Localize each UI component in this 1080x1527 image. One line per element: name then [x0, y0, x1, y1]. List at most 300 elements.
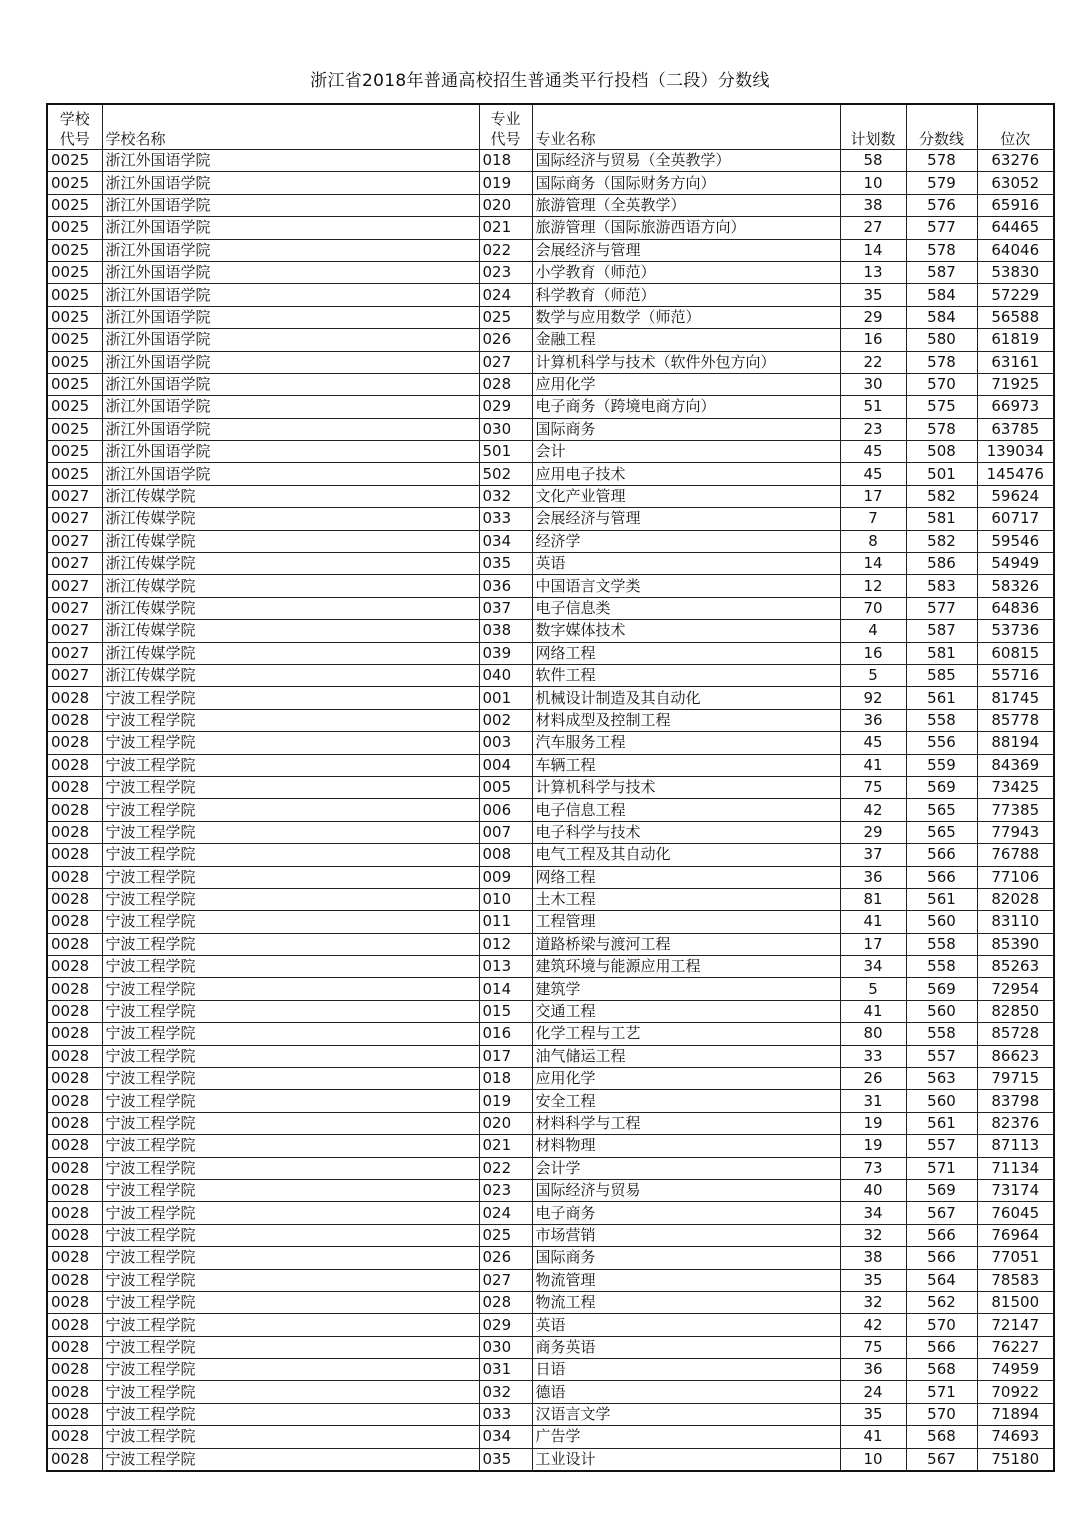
cell-rank: 82850 [977, 1000, 1054, 1022]
cell-major-code: 009 [479, 866, 532, 888]
cell-plan: 35 [840, 1269, 906, 1291]
cell-school-name: 宁波工程学院 [102, 1448, 479, 1471]
table-row [47, 799, 1054, 821]
cell-school-name: 浙江外国语学院 [102, 284, 479, 306]
cell-plan: 32 [840, 1291, 906, 1313]
cell-score: 566 [906, 1224, 977, 1246]
cell-major-code: 026 [479, 1247, 532, 1269]
cell-school-name: 宁波工程学院 [102, 1068, 479, 1090]
table-row [47, 396, 1054, 418]
table-row [47, 217, 1054, 239]
table-row [47, 1135, 1054, 1157]
cell-score: 566 [906, 1336, 977, 1358]
cell-major-name: 金融工程 [532, 329, 840, 351]
cell-major-code: 024 [479, 1202, 532, 1224]
cell-school-code: 0025 [47, 329, 102, 351]
cell-major-name: 材料物理 [532, 1135, 840, 1157]
table-row [47, 1426, 1054, 1448]
cell-plan: 7 [840, 508, 906, 530]
cell-plan: 29 [840, 306, 906, 328]
cell-plan: 24 [840, 1381, 906, 1403]
table-row [47, 463, 1054, 485]
cell-rank: 77106 [977, 866, 1054, 888]
table-row [47, 1448, 1054, 1471]
table-row [47, 441, 1054, 463]
cell-school-name: 宁波工程学院 [102, 1426, 479, 1448]
cell-rank: 78583 [977, 1269, 1054, 1291]
table-row [47, 642, 1054, 664]
cell-major-name: 电子科学与技术 [532, 821, 840, 843]
cell-school-code: 0028 [47, 687, 102, 709]
cell-rank: 76045 [977, 1202, 1054, 1224]
cell-school-code: 0027 [47, 508, 102, 530]
cell-score: 586 [906, 553, 977, 575]
cell-rank: 72147 [977, 1314, 1054, 1336]
cell-plan: 36 [840, 866, 906, 888]
cell-school-code: 0027 [47, 642, 102, 664]
cell-school-name: 浙江外国语学院 [102, 396, 479, 418]
cell-rank: 82028 [977, 888, 1054, 910]
cell-rank: 71925 [977, 373, 1054, 395]
header-plan: 计划数 [840, 104, 906, 150]
header-rank: 位次 [977, 104, 1054, 150]
table-row [47, 1403, 1054, 1425]
cell-major-name: 网络工程 [532, 642, 840, 664]
cell-school-name: 浙江外国语学院 [102, 217, 479, 239]
cell-school-code: 0028 [47, 732, 102, 754]
cell-major-name: 应用电子技术 [532, 463, 840, 485]
cell-school-name: 宁波工程学院 [102, 1403, 479, 1425]
cell-plan: 73 [840, 1157, 906, 1179]
cell-major-name: 化学工程与工艺 [532, 1023, 840, 1045]
table-row [47, 508, 1054, 530]
cell-school-code: 0025 [47, 261, 102, 283]
cell-major-name: 文化产业管理 [532, 485, 840, 507]
cell-rank: 87113 [977, 1135, 1054, 1157]
cell-school-name: 浙江外国语学院 [102, 306, 479, 328]
table-row [47, 1023, 1054, 1045]
cell-rank: 85728 [977, 1023, 1054, 1045]
cell-major-name: 物流工程 [532, 1291, 840, 1313]
cell-major-code: 501 [479, 441, 532, 463]
cell-plan: 41 [840, 911, 906, 933]
cell-school-name: 浙江传媒学院 [102, 597, 479, 619]
cell-school-name: 宁波工程学院 [102, 821, 479, 843]
cell-school-code: 0027 [47, 664, 102, 686]
cell-school-name: 宁波工程学院 [102, 732, 479, 754]
cell-score: 579 [906, 172, 977, 194]
table-row [47, 888, 1054, 910]
cell-school-name: 宁波工程学院 [102, 1314, 479, 1336]
cell-score: 560 [906, 1000, 977, 1022]
cell-school-code: 0028 [47, 1426, 102, 1448]
cell-school-name: 宁波工程学院 [102, 1224, 479, 1246]
cell-score: 569 [906, 978, 977, 1000]
cell-school-code: 0028 [47, 1291, 102, 1313]
table-row [47, 933, 1054, 955]
cell-major-name: 车辆工程 [532, 754, 840, 776]
table-row [47, 1068, 1054, 1090]
cell-score: 560 [906, 1090, 977, 1112]
cell-major-code: 021 [479, 217, 532, 239]
table-row [47, 1269, 1054, 1291]
cell-major-code: 024 [479, 284, 532, 306]
table-row [47, 575, 1054, 597]
cell-rank: 63052 [977, 172, 1054, 194]
cell-major-name: 应用化学 [532, 373, 840, 395]
cell-rank: 63785 [977, 418, 1054, 440]
table-row [47, 530, 1054, 552]
cell-score: 567 [906, 1202, 977, 1224]
cell-rank: 59546 [977, 530, 1054, 552]
cell-major-name: 旅游管理（国际旅游西语方向） [532, 217, 840, 239]
cell-school-name: 浙江外国语学院 [102, 441, 479, 463]
cell-rank: 85390 [977, 933, 1054, 955]
cell-rank: 63276 [977, 150, 1054, 172]
cell-major-name: 机械设计制造及其自动化 [532, 687, 840, 709]
cell-major-name: 安全工程 [532, 1090, 840, 1112]
cell-school-name: 宁波工程学院 [102, 844, 479, 866]
cell-major-code: 019 [479, 172, 532, 194]
cell-school-name: 宁波工程学院 [102, 933, 479, 955]
cell-score: 557 [906, 1045, 977, 1067]
cell-plan: 16 [840, 642, 906, 664]
table-row [47, 821, 1054, 843]
cell-major-code: 015 [479, 1000, 532, 1022]
cell-score: 561 [906, 1112, 977, 1134]
cell-major-code: 040 [479, 664, 532, 686]
cell-major-name: 建筑学 [532, 978, 840, 1000]
cell-major-code: 005 [479, 776, 532, 798]
cell-school-code: 0028 [47, 776, 102, 798]
cell-major-name: 材料科学与工程 [532, 1112, 840, 1134]
cell-school-name: 浙江外国语学院 [102, 418, 479, 440]
cell-score: 565 [906, 821, 977, 843]
header-major-code-line1: 专业 [490, 110, 521, 128]
cell-plan: 10 [840, 172, 906, 194]
cell-school-code: 0028 [47, 821, 102, 843]
cell-plan: 35 [840, 284, 906, 306]
cell-major-code: 023 [479, 1179, 532, 1201]
cell-major-code: 025 [479, 306, 532, 328]
cell-school-code: 0028 [47, 1179, 102, 1201]
cell-rank: 81500 [977, 1291, 1054, 1313]
cell-school-name: 宁波工程学院 [102, 687, 479, 709]
cell-school-code: 0025 [47, 306, 102, 328]
cell-major-code: 020 [479, 1112, 532, 1134]
cell-school-name: 宁波工程学院 [102, 911, 479, 933]
cell-rank: 72954 [977, 978, 1054, 1000]
cell-rank: 59624 [977, 485, 1054, 507]
cell-rank: 63161 [977, 351, 1054, 373]
header-row [47, 104, 1054, 150]
cell-major-code: 034 [479, 1426, 532, 1448]
cell-plan: 36 [840, 1359, 906, 1381]
cell-major-code: 013 [479, 956, 532, 978]
cell-major-name: 国际经济与贸易（全英教学） [532, 150, 840, 172]
cell-major-name: 电子商务（跨境电商方向） [532, 396, 840, 418]
cell-plan: 5 [840, 664, 906, 686]
cell-major-name: 工业设计 [532, 1448, 840, 1471]
cell-school-code: 0028 [47, 1336, 102, 1358]
header-major-code [479, 104, 532, 150]
cell-rank: 139034 [977, 441, 1054, 463]
cell-rank: 79715 [977, 1068, 1054, 1090]
cell-school-code: 0025 [47, 284, 102, 306]
cell-score: 580 [906, 329, 977, 351]
cell-major-name: 油气储运工程 [532, 1045, 840, 1067]
table-row [47, 284, 1054, 306]
cell-rank: 85263 [977, 956, 1054, 978]
cell-score: 558 [906, 1023, 977, 1045]
cell-major-name: 旅游管理（全英教学） [532, 194, 840, 216]
cell-major-code: 002 [479, 709, 532, 731]
cell-major-code: 028 [479, 1291, 532, 1313]
cell-plan: 8 [840, 530, 906, 552]
header-school-name: 学校名称 [102, 104, 479, 150]
cell-plan: 40 [840, 1179, 906, 1201]
cell-major-name: 建筑环境与能源应用工程 [532, 956, 840, 978]
cell-school-name: 宁波工程学院 [102, 709, 479, 731]
cell-major-code: 033 [479, 508, 532, 530]
cell-rank: 60717 [977, 508, 1054, 530]
cell-school-name: 宁波工程学院 [102, 799, 479, 821]
cell-plan: 30 [840, 373, 906, 395]
cell-score: 560 [906, 911, 977, 933]
cell-score: 564 [906, 1269, 977, 1291]
table-row [47, 329, 1054, 351]
table-row [47, 1202, 1054, 1224]
cell-major-code: 012 [479, 933, 532, 955]
cell-school-name: 宁波工程学院 [102, 1023, 479, 1045]
table-row [47, 754, 1054, 776]
table-row [47, 1090, 1054, 1112]
cell-school-code: 0028 [47, 1112, 102, 1134]
header-major-code-line2: 代号 [490, 130, 521, 148]
cell-school-code: 0027 [47, 620, 102, 642]
cell-rank: 81745 [977, 687, 1054, 709]
cell-school-name: 宁波工程学院 [102, 1247, 479, 1269]
cell-plan: 22 [840, 351, 906, 373]
cell-rank: 57229 [977, 284, 1054, 306]
cell-score: 578 [906, 239, 977, 261]
cell-school-code: 0028 [47, 978, 102, 1000]
cell-plan: 16 [840, 329, 906, 351]
cell-school-code: 0028 [47, 709, 102, 731]
cell-school-code: 0028 [47, 1381, 102, 1403]
cell-plan: 37 [840, 844, 906, 866]
table-row [47, 1314, 1054, 1336]
cell-plan: 31 [840, 1090, 906, 1112]
cell-rank: 75180 [977, 1448, 1054, 1471]
header-school-code-line2: 代号 [59, 130, 90, 148]
cell-plan: 17 [840, 485, 906, 507]
cell-major-name: 应用化学 [532, 1068, 840, 1090]
cell-plan: 51 [840, 396, 906, 418]
cell-major-name: 计算机科学与技术（软件外包方向） [532, 351, 840, 373]
cell-score: 578 [906, 150, 977, 172]
cell-plan: 19 [840, 1135, 906, 1157]
cell-rank: 77385 [977, 799, 1054, 821]
cell-major-name: 数字媒体技术 [532, 620, 840, 642]
table-row [47, 687, 1054, 709]
cell-score: 581 [906, 642, 977, 664]
cell-score: 556 [906, 732, 977, 754]
table-row [47, 553, 1054, 575]
cell-score: 559 [906, 754, 977, 776]
cell-score: 575 [906, 396, 977, 418]
cell-major-name: 汽车服务工程 [532, 732, 840, 754]
cell-school-name: 浙江外国语学院 [102, 172, 479, 194]
table-row [47, 1336, 1054, 1358]
cell-major-name: 会展经济与管理 [532, 508, 840, 530]
cell-plan: 34 [840, 956, 906, 978]
cell-score: 567 [906, 1448, 977, 1471]
cell-major-name: 汉语言文学 [532, 1403, 840, 1425]
cell-rank: 53830 [977, 261, 1054, 283]
cell-school-name: 浙江传媒学院 [102, 664, 479, 686]
cell-plan: 36 [840, 709, 906, 731]
cell-major-code: 014 [479, 978, 532, 1000]
cell-score: 571 [906, 1157, 977, 1179]
cell-score: 587 [906, 620, 977, 642]
cell-major-name: 电子信息工程 [532, 799, 840, 821]
cell-school-name: 浙江传媒学院 [102, 620, 479, 642]
cell-school-code: 0025 [47, 418, 102, 440]
cell-school-name: 浙江传媒学院 [102, 508, 479, 530]
cell-plan: 45 [840, 732, 906, 754]
cell-rank: 86623 [977, 1045, 1054, 1067]
cell-school-name: 浙江外国语学院 [102, 150, 479, 172]
table-row [47, 776, 1054, 798]
cell-plan: 14 [840, 553, 906, 575]
header-school-code-line1: 学校 [59, 110, 90, 128]
cell-school-name: 宁波工程学院 [102, 1112, 479, 1134]
cell-school-name: 宁波工程学院 [102, 978, 479, 1000]
cell-plan: 45 [840, 463, 906, 485]
header-score: 分数线 [906, 104, 977, 150]
cell-major-name: 电子商务 [532, 1202, 840, 1224]
cell-school-name: 宁波工程学院 [102, 1000, 479, 1022]
cell-major-code: 028 [479, 373, 532, 395]
cell-major-name: 软件工程 [532, 664, 840, 686]
cell-school-name: 宁波工程学院 [102, 1179, 479, 1201]
cell-major-name: 中国语言文学类 [532, 575, 840, 597]
cell-score: 566 [906, 1247, 977, 1269]
table-row [47, 732, 1054, 754]
header-major-name: 专业名称 [532, 104, 840, 150]
cell-school-code: 0025 [47, 172, 102, 194]
cell-rank: 82376 [977, 1112, 1054, 1134]
table-row [47, 1112, 1054, 1134]
cell-major-code: 010 [479, 888, 532, 910]
cell-rank: 83798 [977, 1090, 1054, 1112]
cell-rank: 77051 [977, 1247, 1054, 1269]
cell-plan: 41 [840, 1000, 906, 1022]
cell-school-name: 浙江外国语学院 [102, 463, 479, 485]
cell-major-name: 国际经济与贸易 [532, 1179, 840, 1201]
cell-school-code: 0025 [47, 396, 102, 418]
table-row [47, 1157, 1054, 1179]
cell-score: 584 [906, 284, 977, 306]
cell-school-name: 宁波工程学院 [102, 1381, 479, 1403]
table-row [47, 1381, 1054, 1403]
cell-plan: 4 [840, 620, 906, 642]
table-row [47, 351, 1054, 373]
cell-major-name: 国际商务 [532, 1247, 840, 1269]
cell-rank: 64836 [977, 597, 1054, 619]
cell-school-code: 0028 [47, 1157, 102, 1179]
cell-plan: 58 [840, 150, 906, 172]
cell-plan: 33 [840, 1045, 906, 1067]
cell-school-code: 0025 [47, 239, 102, 261]
cell-rank: 88194 [977, 732, 1054, 754]
cell-plan: 23 [840, 418, 906, 440]
cell-score: 577 [906, 217, 977, 239]
cell-school-code: 0027 [47, 597, 102, 619]
cell-plan: 38 [840, 194, 906, 216]
cell-rank: 64465 [977, 217, 1054, 239]
cell-score: 570 [906, 373, 977, 395]
cell-school-name: 宁波工程学院 [102, 1135, 479, 1157]
cell-rank: 74693 [977, 1426, 1054, 1448]
cell-school-name: 浙江传媒学院 [102, 530, 479, 552]
cell-school-code: 0028 [47, 956, 102, 978]
cell-school-name: 浙江传媒学院 [102, 485, 479, 507]
cell-school-code: 0028 [47, 1403, 102, 1425]
cell-major-code: 029 [479, 1314, 532, 1336]
cell-major-name: 商务英语 [532, 1336, 840, 1358]
cell-major-name: 会计学 [532, 1157, 840, 1179]
cell-major-code: 017 [479, 1045, 532, 1067]
cell-rank: 64046 [977, 239, 1054, 261]
table-row [47, 597, 1054, 619]
cell-major-code: 016 [479, 1023, 532, 1045]
cell-plan: 41 [840, 1426, 906, 1448]
page-title: 浙江省2018年普通高校招生普通类平行投档（二段）分数线 [310, 71, 770, 91]
cell-plan: 45 [840, 441, 906, 463]
cell-score: 570 [906, 1314, 977, 1336]
cell-major-code: 018 [479, 1068, 532, 1090]
cell-score: 569 [906, 776, 977, 798]
cell-plan: 34 [840, 1202, 906, 1224]
cell-plan: 75 [840, 1336, 906, 1358]
cell-major-code: 027 [479, 351, 532, 373]
cell-major-code: 022 [479, 1157, 532, 1179]
cell-school-code: 0025 [47, 194, 102, 216]
cell-major-code: 030 [479, 418, 532, 440]
cell-plan: 27 [840, 217, 906, 239]
table-row [47, 956, 1054, 978]
table-row [47, 978, 1054, 1000]
table-row [47, 418, 1054, 440]
cell-major-code: 030 [479, 1336, 532, 1358]
cell-major-code: 035 [479, 553, 532, 575]
cell-major-code: 022 [479, 239, 532, 261]
table-row [47, 150, 1054, 172]
cell-major-code: 037 [479, 597, 532, 619]
cell-rank: 58326 [977, 575, 1054, 597]
cell-rank: 85778 [977, 709, 1054, 731]
cell-school-code: 0025 [47, 351, 102, 373]
cell-rank: 76788 [977, 844, 1054, 866]
cell-score: 584 [906, 306, 977, 328]
cell-school-name: 宁波工程学院 [102, 1202, 479, 1224]
cell-school-name: 宁波工程学院 [102, 956, 479, 978]
cell-major-name: 电气工程及其自动化 [532, 844, 840, 866]
cell-school-code: 0028 [47, 1247, 102, 1269]
cell-plan: 26 [840, 1068, 906, 1090]
